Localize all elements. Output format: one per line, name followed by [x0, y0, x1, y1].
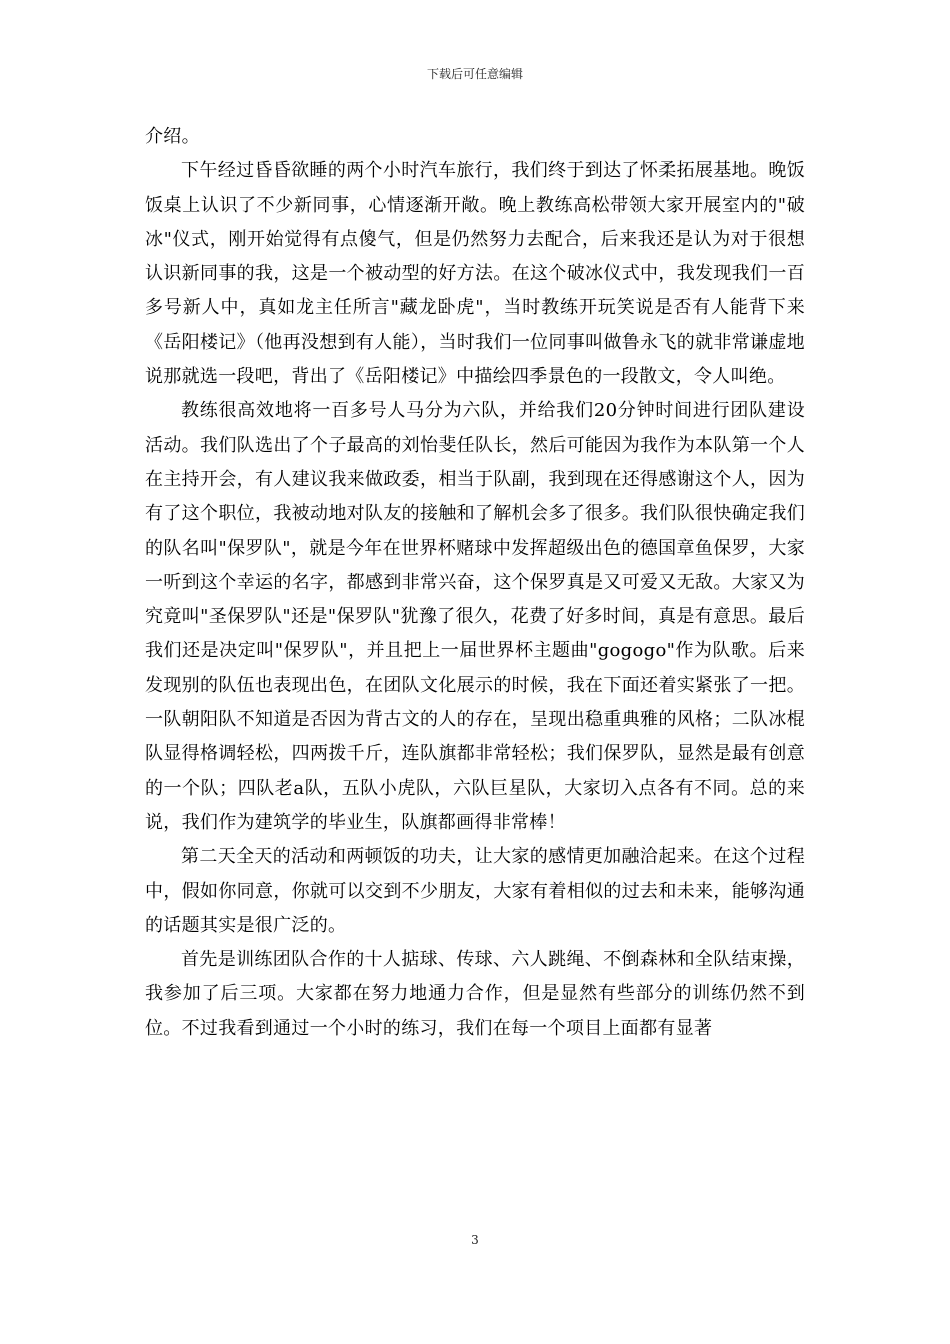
paragraph-continuation: 介绍。: [145, 126, 200, 147]
document-body: [145, 120, 805, 1046]
paragraph-team-building: 教练很高效地将一百多号人马分为六队，并给我们20分钟时间进行团队建设活动。我们队选出了个子最高的刘怡斐任队长，然后可能因为我作为本队第一个人在主持开会，有人建议我来做政委，相当于队副，我到现在还得感谢这个人，因为有了这个职位，我被动地对队友的接触和了解机会多了很多。我们队很快确定我们的队名叫"保罗队"，就是今年在世界杯赌球中发挥超级出色的德国章鱼保罗，大家一听到这个幸运的名字，都感到非常兴奋，这个保罗真是又可爱又无敌。大家又为究竟叫"圣保罗队"还是"保罗队"犹豫了很久，花费了好多时间，真是有意思。最后我们还是决定叫"保罗队"，并且把上一届世界杯主题曲"gogogo"作为队歌。后来发现别的队伍也表现出色，在团队文化展示的时候，我在下面还着实紧张了一把。一队朝阳队不知道是否因为背古文的人的存在，呈现出稳重典雅的风格；二队冰棍队显得格调轻松，四两拨千斤，连队旗都非常轻松；我们保罗队，显然是最有创意的一个队；四队老a队，五队小虎队，六队巨星队，大家切入点各有不同。总的来说，我们作为建筑学的毕业生，队旗都画得非常棒！: [145, 400, 805, 833]
paragraph-arrival: 下午经过昏昏欲睡的两个小时汽车旅行，我们终于到达了怀柔拓展基地。晚饭饭桌上认识了不少新同事，心情逐渐开敞。晚上教练高松带领大家开展室内的"破冰"仪式，刚开始觉得有点傻气，但是仍然努力去配合，后来我还是认为对于很想认识新同事的我，这是一个被动型的好方法。在这个破冰仪式中，我发现我们一百多号新人中，真如龙主任所言"藏龙卧虎"，当时教练开玩笑说是否有人能背下来《岳阳楼记》（他再没想到有人能），当时我们一位同事叫做鲁永飞的就非常谦虚地说那就选一段吧，背出了《岳阳楼记》中描绘四季景色的一段散文，令人叫绝。: [145, 160, 805, 388]
page-number: 3: [471, 1233, 479, 1247]
paragraph-second-day: 第二天全天的活动和两顿饭的功夫，让大家的感情更加融洽起来。在这个过程中，假如你同意，你就可以交到不少朋友，大家有着相似的过去和未来，能够沟通的话题其实是很广泛的。: [145, 846, 805, 936]
paragraph-training: 首先是训练团队合作的十人掂球、传球、六人跳绳、不倒森林和全队结束操，我参加了后三项。大家都在努力地通力合作，但是显然有些部分的训练仍然不到位。不过我看到通过一个小时的练习，我们在每一个项目上面都有显著: [145, 949, 805, 1039]
page-header: 下载后可任意编辑: [426, 67, 523, 81]
